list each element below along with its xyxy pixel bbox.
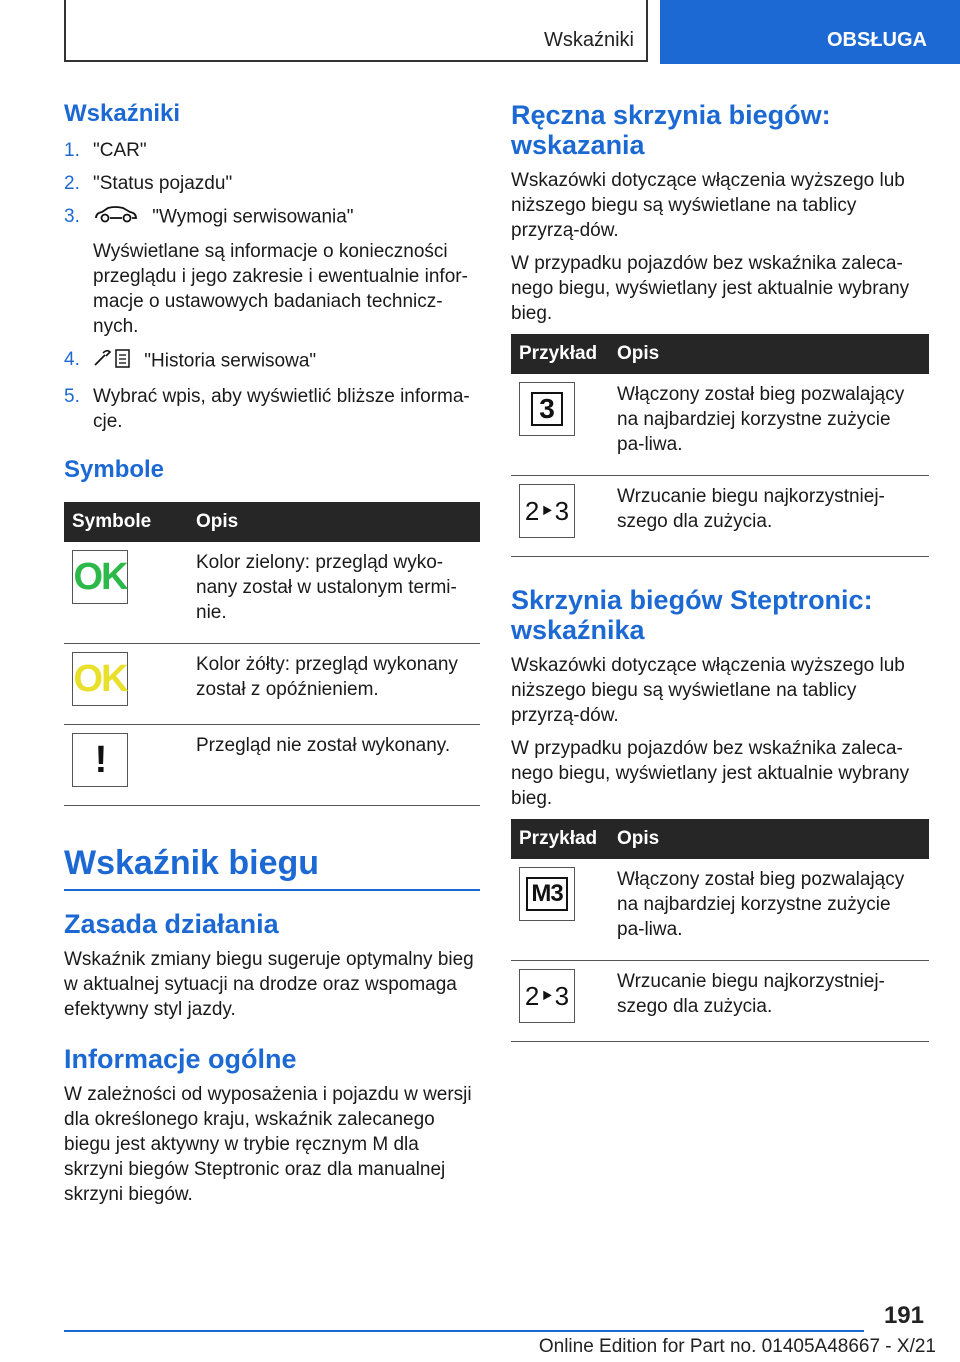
warning-exclamation-icon: [72, 733, 128, 787]
symbol-cell: [64, 725, 188, 806]
table-row: [511, 961, 929, 1042]
ok-yellow-symbol: [72, 652, 128, 706]
symbole-heading: Symbole: [64, 456, 165, 483]
gear-3-text: 3: [531, 392, 563, 426]
desc-cell: Wrzucanie biegu najkorzystniej-szego dla zużycia.: [609, 476, 929, 557]
list-number: 4.: [64, 349, 80, 370]
table-row: [64, 725, 480, 806]
desc-cell: Przegląd nie został wykonany.: [188, 725, 480, 806]
steps-list: [64, 138, 480, 434]
symbol-table: [64, 502, 480, 806]
left-column: [64, 100, 480, 1215]
list-text: Wybrać wpis, aby wyświetlić bliższe informa-cje.: [93, 386, 470, 432]
info-text: W zależności od wyposażenia i pojazdu w wersji dla określonego kraju, wskaźnik zalecanego biegu jest aktywny w trybie ręcznym M dla skrzyni biegów Steptronic oraz dla manualnej skrzyni biegów.: [64, 1084, 472, 1205]
symbol-cell: [511, 961, 609, 1042]
footer-edition: Online Edition for Part no. 01405A48667 - X/21: [538, 1336, 936, 1357]
header-title: Wskaźniki: [543, 29, 634, 51]
table-header-cell: Opis: [609, 334, 929, 374]
symbol-cell: [64, 542, 188, 644]
desc-cell: Kolor żółty: przegląd wykonany został z opóźnieniem.: [188, 644, 480, 725]
desc-cell: Włączony został bieg pozwalający na najbardziej korzystne zużycie pa-liwa.: [609, 374, 929, 476]
gear-indicator-heading: Wskaźnik biegu: [64, 844, 480, 891]
table-row: [64, 542, 480, 644]
manual-table: [511, 334, 929, 557]
table-header-cell: Opis: [188, 502, 480, 542]
right-column: [511, 100, 929, 1064]
shift-up-text: 2‣3: [524, 980, 570, 1011]
list-number: 2.: [64, 173, 80, 194]
symbol-cell: [64, 644, 188, 725]
table-header-row: [64, 502, 480, 542]
ok-green-symbol: [72, 550, 128, 604]
steptronic-heading: Skrzynia biegów Steptronic: wskaźnika: [511, 585, 873, 645]
service-history-icon: [93, 347, 131, 376]
section-tab-label: OBSŁUGA: [827, 29, 927, 51]
ok-yellow-text: OK: [73, 657, 127, 700]
manual-p2: W przypadku pojazdów bez wskaźnika zaleca-nego biegu, wyświetlany jest aktualnie wybrany bieg.: [511, 253, 910, 324]
desc-cell: Wrzucanie biegu najkorzystniej-szego dla zużycia.: [609, 961, 929, 1042]
manual-p1: Wskazówki dotyczące włączenia wyższego lub niższego biegu są wyświetlane na tablicy przyrzą-dów.: [511, 170, 905, 241]
table-header-row: [511, 819, 929, 859]
list-text: "Historia serwisowa": [144, 350, 317, 372]
gear-m3-text: M3: [526, 877, 567, 911]
symbol-cell: [511, 374, 609, 476]
gear-3-symbol: [519, 382, 575, 436]
steptronic-p2: W przypadku pojazdów bez wskaźnika zaleca-nego biegu, wyświetlany jest aktualnie wybrany bieg.: [511, 738, 910, 809]
desc-cell: Włączony został bieg pozwalający na najbardziej korzystne zużycie pa-liwa.: [609, 859, 929, 961]
ok-green-text: OK: [73, 555, 127, 598]
car-service-icon: [93, 204, 139, 231]
list-item: [64, 347, 480, 376]
list-number: 1.: [64, 140, 80, 161]
shift-up-text: 2‣3: [524, 495, 570, 526]
table-header-cell: Symbole: [64, 502, 188, 542]
table-header-cell: Przykład: [511, 334, 609, 374]
table-header-cell: Przykład: [511, 819, 609, 859]
info-heading: Informacje ogólne: [64, 1044, 297, 1074]
steptronic-table: [511, 819, 929, 1042]
list-item: [64, 204, 480, 339]
zasada-text: Wskaźnik zmiany biegu sugeruje optymalny bieg w aktualnej sytuacji na drodze oraz wspomaga efektywny styl jazdy.: [64, 949, 474, 1020]
list-number: 3.: [64, 206, 80, 227]
shift-up-symbol: [519, 969, 575, 1023]
table-header-row: [511, 334, 929, 374]
list-text: "CAR": [93, 140, 147, 161]
shift-up-symbol: [519, 484, 575, 538]
table-row: [511, 859, 929, 961]
list-number: 5.: [64, 386, 80, 407]
list-text: "Status pojazdu": [93, 173, 233, 194]
list-subtext: Wyświetlane są informacje o konieczności przeglądu i jego zakresie i ewentualnie infor-macje o ustawowych badaniach technicz-nych.: [93, 241, 468, 337]
gear-m3-symbol: [519, 867, 575, 921]
desc-cell: Kolor zielony: przegląd wyko-nany został w ustalonym termi-nie.: [188, 542, 480, 644]
list-item: [64, 138, 480, 163]
manual-heading: Ręczna skrzynia biegów: wskazania: [511, 100, 831, 160]
wskazniki-heading: Wskaźniki: [64, 100, 181, 127]
footer-divider: [64, 1330, 864, 1332]
table-row: [64, 644, 480, 725]
section-tab[interactable]: [660, 0, 960, 64]
symbol-cell: [511, 476, 609, 557]
table-row: [511, 476, 929, 557]
exclamation-text: !: [94, 738, 106, 781]
page-number: 191: [883, 1302, 924, 1329]
list-text: "Wymogi serwisowania": [152, 206, 354, 228]
zasada-heading: Zasada działania: [64, 909, 279, 939]
table-header-cell: Opis: [609, 819, 929, 859]
list-item: [64, 384, 480, 434]
list-item: [64, 171, 480, 196]
table-row: [511, 374, 929, 476]
symbol-cell: [511, 859, 609, 961]
header-box: [64, 0, 648, 62]
steptronic-p1: Wskazówki dotyczące włączenia wyższego lub niższego biegu są wyświetlane na tablicy przyrzą-dów.: [511, 655, 905, 726]
